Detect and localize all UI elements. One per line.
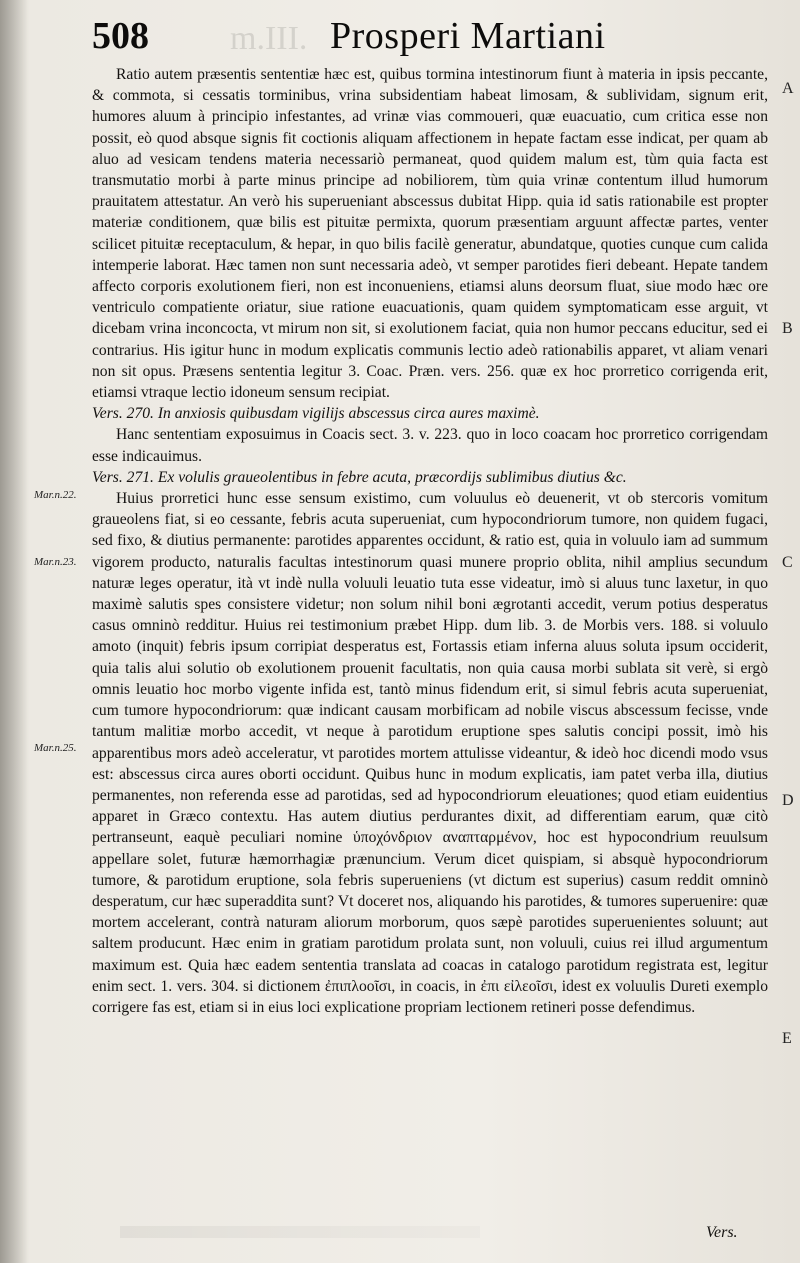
verse-270	[92, 403, 768, 424]
side-letter: A	[782, 80, 794, 97]
margin-note: Mar.n.25.	[34, 742, 77, 754]
bleed-through-shadow	[120, 1226, 480, 1238]
paragraph: Huius prorretici hunc esse sensum existimo, cum voluulus eò deuenerit, vt ob stercoris vomitum graueolens fiat, si eo cessante, febris acuta superueniat, cum hypocondriorum tumore, non quidem fugaci, sed fixo, & diutius permanente: parotides apparentes occidunt, & ratio est, quia in voluulo iam ad summum vigorem producto, naturalis facultas intestinorum quasi munere proprio oblita, nihil amplius secundum naturæ leges operatur, ità vt indè nulla voluuli leuatio tuta esse videatur, imò si aluus tunc laxetur, in quo maximè salutis spes consistere videtur; non solum nihil boni ægrotanti accedit, verum potius desperatus casus omninò redditur. Huius rei testimonium præbet Hipp. dum lib. 3. de Morbis vers. 188. si voluulo amoto (inquit) febris ipsum corripiat desperatus est, Fortassis etiam inferna aluus soluta ipsum occiderit, quia talis alui solutio ob exolutionem prouenit facultatis, non quia causa morbi sublata sit verè, si ergò omnis leuatio hoc morbo vigente infida est, tantò minus fidendum erit, si simul febris acuta superueniat, cum tumore hypocondriorum: quæ indicant causam morbificam ad nobile viscus abscessum fecisse, vnde tantum malitiæ morbo accedit, vt neque à parotidum eruptione spes salutis concipi possit, imò his apparentibus mors adeò acceleratur, vt parotides mortem attulisse videantur, & ideò hoc dicendi modo vsus est: abscessus circa aures oborti occidunt. Quibus hunc in modum explicatis, iam patet verba illa, diutius permanentes, non referenda esse ad parotidas, sed ad hypocondriorum eleuationes; quod etiam euidentius apparet in Græco contextu. Has autem diutius perdurantes dixit, ad differentiam earum, quæ citò pertranseunt, eaquè peculiari nomine ὑποχόνδριον αναπταρμένον, hoc est hypocondrium reuulsum appellare solet, futuræ hæmorrhagiæ prænuncium. Verum dicet quispiam, si absquè hypocondriorum tumore, & parotidum eruptione, sola febris superueniens (vt dictum est superius) casum reddit omninò desperatum, cur hæc superaddita sunt? Vt doceret nos, aliquando his parotides, & tumores superuenire: quæ mortem accelerant, contrà naturam aliorum morborum, quos sæpè parotides superuenientes soluunt; aut saltem producunt. Hæc enim in gratiam parotidum prolata sunt, non voluuli, cuius rei illud argumentum maximum est. Quia hæc eadem sententia translata ad coacas in catalogo parotidum registrata est, legitur enim sect. 1. vers. 304. si dictionem ἐπιπλοοῖσι, in coacis, in ἐπι εἰλεοῖσι, idest ex voluulis Dureti exemplo corrigere fas est, etiam si in eius loci explicatione propriam lectionem retineri posse defendimus.	[92, 490, 768, 1016]
catchword: Vers.	[706, 1224, 738, 1241]
side-letter: B	[782, 320, 793, 337]
paragraph: Hanc sententiam exposuimus in Coacis sect. 3. v. 223. quo in loco coacam hoc prorretico corrigendam esse indicauimus.	[92, 426, 768, 465]
side-letter: E	[782, 1030, 792, 1047]
verse-271	[92, 467, 768, 488]
gutter-shadow	[0, 0, 28, 1263]
verse-number: Vers. 271.	[92, 468, 154, 486]
page-number: 508	[92, 15, 149, 57]
margin-note: Mar.n.23.	[34, 556, 77, 568]
verse-quote: Ex volulis graueolentibus in febre acuta, præcordijs sublimibus diutius &c.	[157, 468, 627, 486]
bleed-through-text: m.III.	[230, 20, 308, 57]
running-title: Prosperi Martiani	[330, 15, 606, 57]
margin-note: Mar.n.22.	[34, 489, 77, 501]
page-header	[0, 10, 800, 60]
main-text	[92, 64, 768, 1214]
paragraph: Ratio autem præsentis sententiæ hæc est, quibus tormina intestinorum fiunt à materia in ipsis peccante, & commota, si cessatis torminibus, vrina subsidentiam habeat limosam, & sublividam, signum erit, humores aluum à principio infestantes, ad vrinæ vias commoueri, quæ euacuatio, cum critica esse non possit, eò quod absque signis fit coctionis aliquam affectionem in hepate factam esse indicat, per quam ab aluo ad vesicam tendens materia necessariò permaneat, quod quidem malum est, tùm quia facta est transmutatio morbi à parte minus principe ad nobiliorem, tùm quia vrinæ contentum illud humorum prauitatem attestatur. An verò his superueniant abscessus dubitat Hipp. quia id satis rationabile est propter materiæ conditionem, quæ bilis est pituitæ permixta, quorum præsentiam arguunt affectæ partes, venter scilicet pituitæ receptaculum, & hepar, in quo bilis facilè generatur, abundatque, quoties cunque cum calida intemperie laborat. Hæc tamen non sunt necessaria adeò, vt semper parotides fieri debeant. Hepate tandem affecto corporis exolutionem fieri, non est inconueniens, etiamsi aluns deorsum fluat, siue modo hæc ore ventriculo compatiente oriatur, siue ratione euacuationis, quam quidem symptomaticam esse arguit, vt dicebam vrina inconcocta, vt mirum non sit, si exolutionem faciat, quia non humor peccans educitur, sed ei contrarius. His igitur hunc in modum explicatis communis lectio adeò rationabilis apparet, vt aliam venari non sit opus. Præsens sententia legitur 3. Coac. Præn. vers. 256. quæ ex hoc prorretico corrigenda erit, etiamsi vtraque lectio idoneum sensum recipiat.	[92, 66, 768, 402]
verse-quote: In anxiosis quibusdam vigilijs abscessus circa aures maximè.	[157, 405, 540, 423]
verse-number: Vers. 270.	[92, 405, 154, 423]
side-letter: D	[782, 792, 794, 809]
side-letter: C	[782, 554, 793, 571]
